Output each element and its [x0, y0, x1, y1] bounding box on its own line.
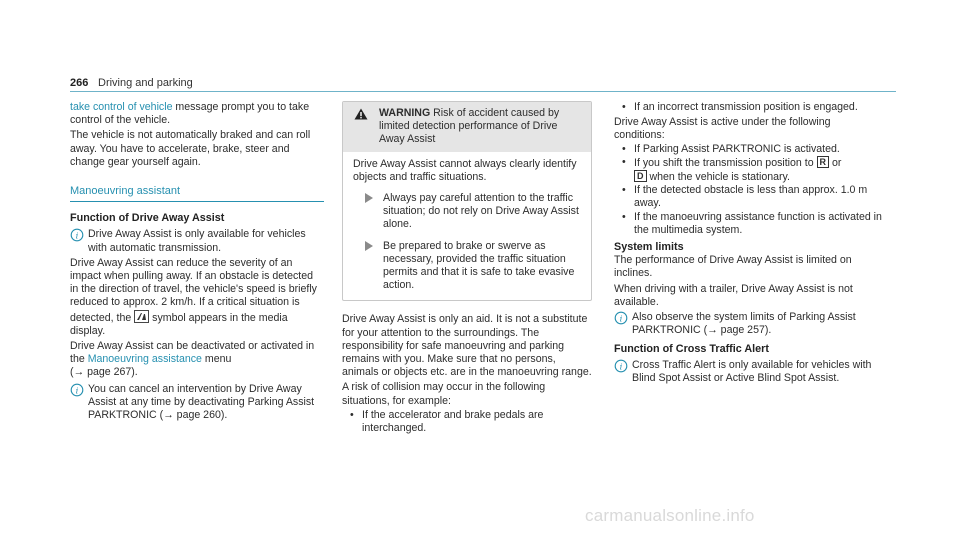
- intro-paragraph: [70, 101, 324, 127]
- page-header: [70, 77, 896, 91]
- bullet-text: • If the accelerator and brake pedals are interchanged.: [362, 408, 544, 435]
- cross-traffic-heading: Function of Cross Traffic Alert: [614, 343, 769, 356]
- manoeuvring-assistance-link[interactable]: Manoeuvring assistance: [87, 353, 202, 366]
- system-limits-heading: System limits: [614, 241, 684, 254]
- instruction-text: Be prepared to brake or swerve as necessary, provided the traffic situation permits and that it is safe to take evasive action.: [383, 239, 575, 292]
- section-title: Driving and parking: [98, 77, 193, 89]
- note-text: Cross Traffic Alert is only available for vehicles with Blind Spot Assist or Active Blind Spot Assist.: [632, 358, 872, 384]
- warning-header: [343, 102, 591, 152]
- arrow-icon: [365, 193, 373, 203]
- deactivate-text: Drive Away Assist can be deactivated or activated in the: [70, 340, 315, 366]
- info-icon: [70, 383, 84, 397]
- severity-text: Drive Away Assist can reduce the severity of an impact when pulling away. If an obstacle is detected in the direction of travel, the vehicle's speed is briefly reduced to approx. 2 km/h. If a critical situation is detected, the: [70, 256, 317, 324]
- aid-paragraph: Drive Away Assist is only an aid. It is not a substitute for your attention to the surroundings. The responsibility for safe manoeuvring and parking remains with you. Make sure that no persons, animals or objects etc. are in the manoeuvring range.: [342, 313, 592, 379]
- info-icon: [70, 228, 84, 242]
- page-reference[interactable]: (→ page 267).: [70, 366, 138, 379]
- column-left: [70, 101, 324, 422]
- list-item: [620, 211, 884, 237]
- warning-instruction: [353, 240, 581, 293]
- list-item: [348, 409, 592, 435]
- warning-body: [343, 152, 591, 301]
- severity-paragraph: [70, 257, 324, 338]
- bullet-text: • If the manoeuvring assistance function is activated in the multimedia system.: [634, 210, 882, 236]
- symbol-text: symbol appears in the media display.: [70, 311, 288, 337]
- svg-text:i: i: [619, 314, 623, 325]
- info-note: [70, 383, 324, 423]
- warning-icon: [354, 108, 368, 120]
- warning-label: WARNING: [379, 107, 431, 119]
- list-item: [620, 143, 884, 156]
- instruction-text: Always pay careful attention to the traffic situation; do not rely on Drive Away Assist alone.: [383, 192, 579, 231]
- watermark: carmanualsonline.info: [585, 506, 755, 525]
- intro-text: message prompt you to take control of the vehicle.: [70, 101, 310, 127]
- info-note: [70, 228, 324, 254]
- info-note: [614, 311, 884, 337]
- gear-d-key: D: [634, 170, 647, 182]
- list-item: [620, 101, 884, 114]
- info-icon: [614, 311, 628, 325]
- roll-away-paragraph: The vehicle is not automatically braked and can roll away. You have to accelerate, brake, steer and change gear yourself again.: [70, 129, 311, 168]
- info-note: [614, 359, 884, 385]
- subheading-drive-away-assist: Function of Drive Away Assist: [70, 212, 225, 225]
- take-control-link[interactable]: take control of vehicle: [70, 101, 173, 113]
- svg-text:i: i: [75, 385, 79, 396]
- conditions-paragraph: Drive Away Assist is active under the following conditions:: [614, 116, 831, 142]
- page-number: 266: [70, 77, 89, 89]
- stationary-text: when the vehicle is stationary.: [649, 171, 790, 184]
- inclines-paragraph: The performance of Drive Away Assist is limited on inclines.: [614, 254, 852, 280]
- warning-title: Risk of accident caused by limited detection performance of Drive Away Assist: [379, 107, 560, 146]
- warning-instruction: [353, 192, 581, 232]
- warning-intro: Drive Away Assist cannot always clearly identify objects and traffic situations.: [353, 157, 577, 183]
- shift-text: If you shift the transmission position to: [634, 156, 814, 169]
- info-icon: [614, 359, 628, 373]
- warning-box: [342, 101, 592, 301]
- note-text: You can cancel an intervention by Drive Away Assist at any time by deactivating Parking Assist PARKTRONIC (→ page 260).: [88, 382, 315, 422]
- or-text: or: [832, 156, 842, 169]
- bullet-text: • If an incorrect transmission position is engaged.: [634, 101, 858, 113]
- list-item: [620, 184, 884, 210]
- collision-paragraph: A risk of collision may occur in the following situations, for example:: [342, 381, 546, 407]
- list-item: [620, 156, 884, 184]
- trailer-paragraph: When driving with a trailer, Drive Away Assist is not available.: [614, 282, 853, 308]
- note-text: Also observe the system limits of Parking Assist PARKTRONIC (→ page 257).: [632, 311, 856, 337]
- arrow-icon: [365, 241, 373, 251]
- bullet-text: [634, 156, 884, 184]
- menu-text: menu: [204, 353, 232, 366]
- bullet-text: • If Parking Assist PARKTRONIC is activated.: [634, 142, 840, 155]
- section-heading: Manoeuvring assistant: [70, 185, 324, 202]
- drive-away-assist-icon: [134, 310, 149, 323]
- column-right: [614, 101, 884, 385]
- deactivate-paragraph: [70, 340, 324, 380]
- bullet-text: • If the detected obstacle is less than approx. 1.0 m away.: [634, 184, 868, 210]
- header-rule: [70, 91, 896, 92]
- note-text: Drive Away Assist is only available for vehicles with automatic transmission.: [88, 228, 306, 254]
- svg-text:i: i: [619, 361, 623, 372]
- gear-r-key: R: [817, 156, 830, 168]
- svg-text:i: i: [75, 231, 79, 242]
- column-middle: [342, 101, 592, 435]
